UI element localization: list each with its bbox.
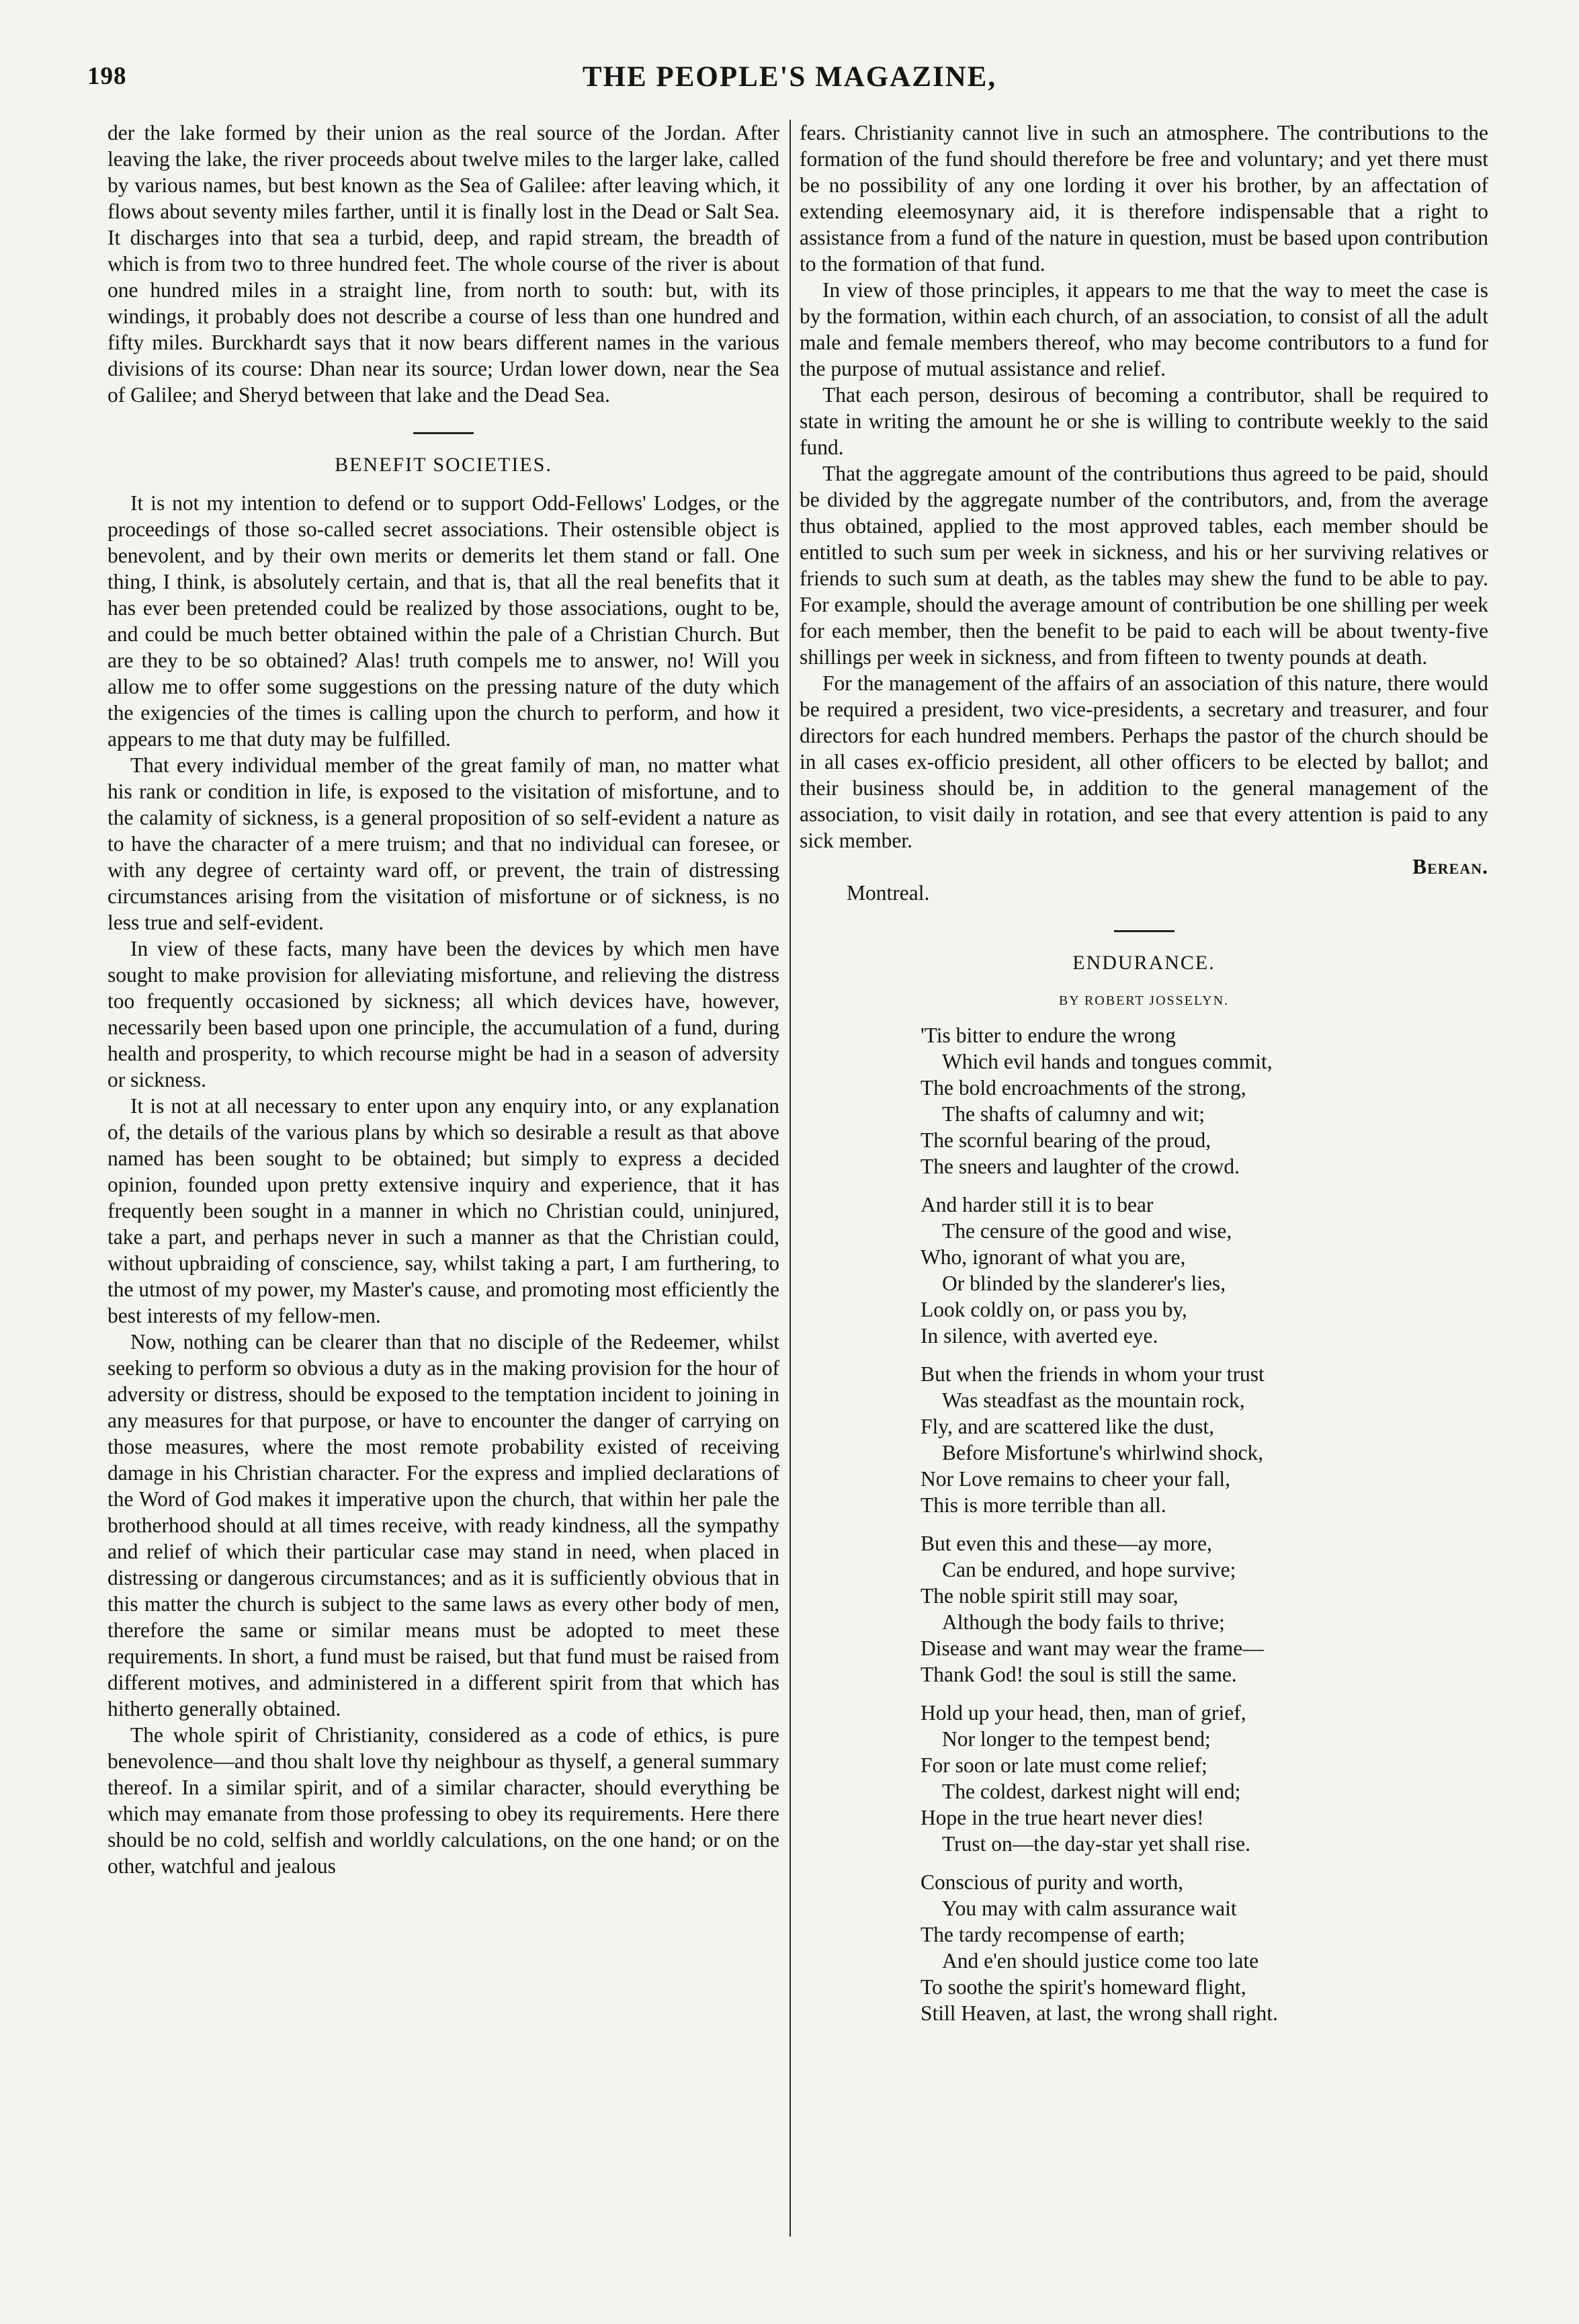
paragraph: Now, nothing can be clearer than that no disciple of the Redeemer, whilst seeking to perform so obvious a duty as in the making provision for the hour of adversity or distress, should be exposed to the temptation incident to joining in any measures for that purpose, or have to encounter the danger of carrying on those measures, where the most remote probability existed of receiving damage in his Christian character. For the express and implied declarations of the Word of God makes it imperative upon the church, that within her pale the brotherhood should at all times receive, with ready kindness, all the sympathy and relief of which their particular case may stand in need, when placed in distressing or dangerous circumstances; and as it is sufficiently obvious that in this matter the church is subject to the same laws as every other body of men, therefore the same or similar means must be adopted to meet these requirements. In short, a fund must be raised, but that fund must be raised from different motives, and administered in a different spirit from that which has hitherto generally obtained. bbox=[108, 1330, 779, 1720]
poem-line: Was steadfast as the mountain rock, bbox=[942, 1388, 1245, 1412]
running-title: THE PEOPLE'S MAGAZINE, bbox=[582, 61, 997, 93]
place-line: Montreal. bbox=[847, 881, 930, 905]
poem-line: Look coldly on, or pass you by, bbox=[921, 1298, 1187, 1321]
poem-line: Disease and want may wear the frame— bbox=[921, 1636, 1264, 1660]
paragraph: In view of these facts, many have been the devices by which men have sought to make provision for alleviating misfortune, and relieving the distress too frequently occasioned by sickness; all which devices have, however, necessarily been based upon one principle, the accumulation of a fund, during health and prosperity, to which recourse might be had in a season of adversity or sickness. bbox=[108, 937, 779, 1091]
poem-line: Trust on—the day-star yet shall rise. bbox=[942, 1832, 1251, 1856]
left-column bbox=[108, 120, 779, 1879]
poem-line: In silence, with averted eye. bbox=[921, 1324, 1158, 1347]
poem-line: Fly, and are scattered like the dust, bbox=[921, 1415, 1215, 1438]
paragraph: That every individual member of the great family of man, no matter what his rank or condition in life, is exposed to the visitation of misfortune, and to the calamity of sickness, is a general proposition of so self-evident a nature as to have the character of a mere truism; and that no individual can foresee, or with any degree of certainty ward off, or prevent, the train of distressing circumstances arising from the visitation of misfortune or of sickness, is no less true and self-evident. bbox=[108, 753, 779, 934]
poem-line: The bold encroachments of the strong, bbox=[921, 1076, 1246, 1099]
poem-byline: BY ROBERT JOSSELYN. bbox=[1058, 993, 1230, 1008]
poem-stanza bbox=[921, 1192, 1488, 1349]
poem-line: Although the body fails to thrive; bbox=[942, 1610, 1225, 1634]
paragraph: That the aggregate amount of the contributions thus agreed to be paid, should be divided by the aggregate number of the contributors, and, from the average thus obtained, applied to the most approved tables, each member should be entitled to such sum per week in sickness, and his or her surviving relatives or friends to such sum at death, as the tables may shew the fund to be able to pay. For example, should the average amount of contribution be one shilling per week for each member, then the benefit to be paid to each will be about twenty-five shillings per week in sickness, and from fifteen to twenty pounds at death. bbox=[800, 462, 1488, 669]
page-number: 198 bbox=[87, 63, 127, 90]
poem-line: Can be endured, and hope survive; bbox=[942, 1558, 1236, 1581]
paragraph: That each person, desirous of becoming a contributor, shall be required to state in writing the amount he or she is willing to contribute weekly to the said fund. bbox=[800, 383, 1488, 459]
poem-line: But even this and these—ay more, bbox=[921, 1532, 1212, 1555]
right-column bbox=[800, 120, 1488, 2038]
poem-line: The coldest, darkest night will end; bbox=[942, 1780, 1241, 1803]
poem-line: The censure of the good and wise, bbox=[942, 1219, 1232, 1243]
author-signature: Berean. bbox=[1412, 855, 1488, 878]
poem-line: But when the friends in whom your trust bbox=[921, 1362, 1265, 1386]
jordan-continuation: der the lake formed by their union as the real source of the Jordan. After leaving the lake, the river proceeds about twelve miles to the larger lake, called by various names, but best known as the Sea of Galilee: after leaving which, it flows about seventy miles farther, until it is finally lost in the Dead or Salt Sea. It discharges into that sea a turbid, deep, and rapid stream, the breadth of which is from two to three hundred feet. The whole course of the river is about one hundred miles in a straight line, from north to south: but, with its windings, it probably does not describe a course of less than one hundred and fifty miles. Burckhardt says that it now bears different names in the various divisions of its course: Dhan near its source; Urdan lower down, near the Sea of Galilee; and Sheryd between that lake and the Dead Sea. bbox=[108, 121, 779, 407]
section-rule bbox=[413, 432, 474, 434]
poem-stanza bbox=[921, 1361, 1488, 1518]
poem-stanza bbox=[921, 1869, 1488, 2026]
poem-line: The scornful bearing of the proud, bbox=[921, 1128, 1211, 1152]
poem-line: Conscious of purity and worth, bbox=[921, 1870, 1184, 1894]
paragraph: For the management of the affairs of an association of this nature, there would be required a president, two vice-presidents, a secretary and treasurer, and four directors for each hundred members. Perhaps the pastor of the church should be in all cases ex-officio president, all other officers to be elected by ballot; and their business should be, in addition to the general management of the association, to visit daily in rotation, and see that every attention is paid to any sick member. bbox=[800, 671, 1488, 852]
poem-title: ENDURANCE. bbox=[1072, 952, 1215, 974]
poem-line: The tardy recompense of earth; bbox=[921, 1923, 1185, 1946]
poem-line: And e'en should justice come too late bbox=[942, 1949, 1259, 1973]
poem-line: The shafts of calumny and wit; bbox=[942, 1102, 1205, 1126]
poem-line: Thank God! the soul is still the same. bbox=[921, 1663, 1237, 1686]
column-divider bbox=[790, 120, 791, 2237]
article-title: BENEFIT SOCIETIES. bbox=[335, 454, 552, 476]
poem-stanza bbox=[921, 1700, 1488, 1857]
poem-line: For soon or late must come relief; bbox=[921, 1753, 1207, 1777]
poem bbox=[921, 1022, 1488, 2026]
poem-line: To soothe the spirit's homeward flight, bbox=[921, 1975, 1246, 1999]
poem-line: The noble spirit still may soar, bbox=[921, 1584, 1179, 1608]
poem-stanza bbox=[921, 1530, 1488, 1688]
poem-line: Hold up your head, then, man of grief, bbox=[921, 1701, 1246, 1725]
poem-line: You may with calm assurance wait bbox=[942, 1897, 1237, 1920]
poem-line: Hope in the true heart never dies! bbox=[921, 1806, 1204, 1829]
paragraph: It is not at all necessary to enter upon any enquiry into, or any explanation of, the details of the various plans by which so desirable a result as that above named has been sought to be obtained; but simply to express a decided opinion, founded upon pretty extensive inquiry and experience, that it has frequently been sought in a manner in which no Christian could, uninjured, take a part, and perhaps never in such a manner as that the Christian could, without upbraiding of conscience, say, whilst taking a part, I am furthering, to the utmost of my power, my Master's cause, and promoting most efficiently the best interests of my fellow-men. bbox=[108, 1094, 779, 1327]
poem-line: Or blinded by the slanderer's lies, bbox=[942, 1272, 1226, 1295]
poem-line: Nor Love remains to cheer your fall, bbox=[921, 1467, 1230, 1491]
poem-stanza bbox=[921, 1022, 1488, 1179]
paragraph: It is not my intention to defend or to support Odd-Fellows' Lodges, or the proceedings of those so-called secret associations. Their ostensible object is benevolent, and by their own merits or demerits let them stand or fall. One thing, I think, is absolutely certain, and that is, that all the real benefits that it has ever been pretended could be realized by those associations, ought to be, and could be much better obtained within the pale of a Christian Church. But are they to be so obtained? Alas! truth compels me to answer, no! Will you allow me to offer some suggestions on the pressing nature of the duty which the exigencies of the times is calling upon the church to perform, and how it appears to me that duty may be fulfilled. bbox=[108, 491, 779, 751]
paragraph: The whole spirit of Christianity, considered as a code of ethics, is pure benevolence—and thou shalt love thy neighbour as thyself, a general summary thereof. In a similar spirit, and of a similar character, should everything be which may emanate from those professing to obey its requirements. Here there should be no cold, selfish and worldly calculations, on the one hand; or on the other, watchful and jealous bbox=[108, 1723, 779, 1878]
poem-line: Before Misfortune's whirlwind shock, bbox=[942, 1441, 1264, 1464]
poem-line: And harder still it is to bear bbox=[921, 1193, 1154, 1216]
poem-line: The sneers and laughter of the crowd. bbox=[921, 1155, 1240, 1178]
poem-line: Nor longer to the tempest bend; bbox=[942, 1727, 1211, 1751]
poem-line: This is more terrible than all. bbox=[921, 1493, 1166, 1517]
poem-line: 'Tis bitter to endure the wrong bbox=[921, 1024, 1176, 1047]
paragraph: In view of those principles, it appears to me that the way to meet the case is by the formation, within each church, of an association, to consist of all the adult male and female members thereof, who may become contributors to a fund for the purpose of mutual assistance and relief. bbox=[800, 278, 1488, 380]
paragraph: fears. Christianity cannot live in such an atmosphere. The contributions to the formation of the fund should therefore be free and voluntary; and yet there must be no possibility of any one lording it over his brother, by an affectation of extending eleemosynary aid, it is therefore indispensable that a right to assistance from a fund of the nature in question, must be based upon contribution to the formation of that fund. bbox=[800, 121, 1488, 276]
poem-line: Still Heaven, at last, the wrong shall right. bbox=[921, 2001, 1278, 2025]
poem-line: Who, ignorant of what you are, bbox=[921, 1245, 1186, 1269]
poem-line: Which evil hands and tongues commit, bbox=[942, 1050, 1273, 1073]
section-rule bbox=[1114, 930, 1175, 932]
